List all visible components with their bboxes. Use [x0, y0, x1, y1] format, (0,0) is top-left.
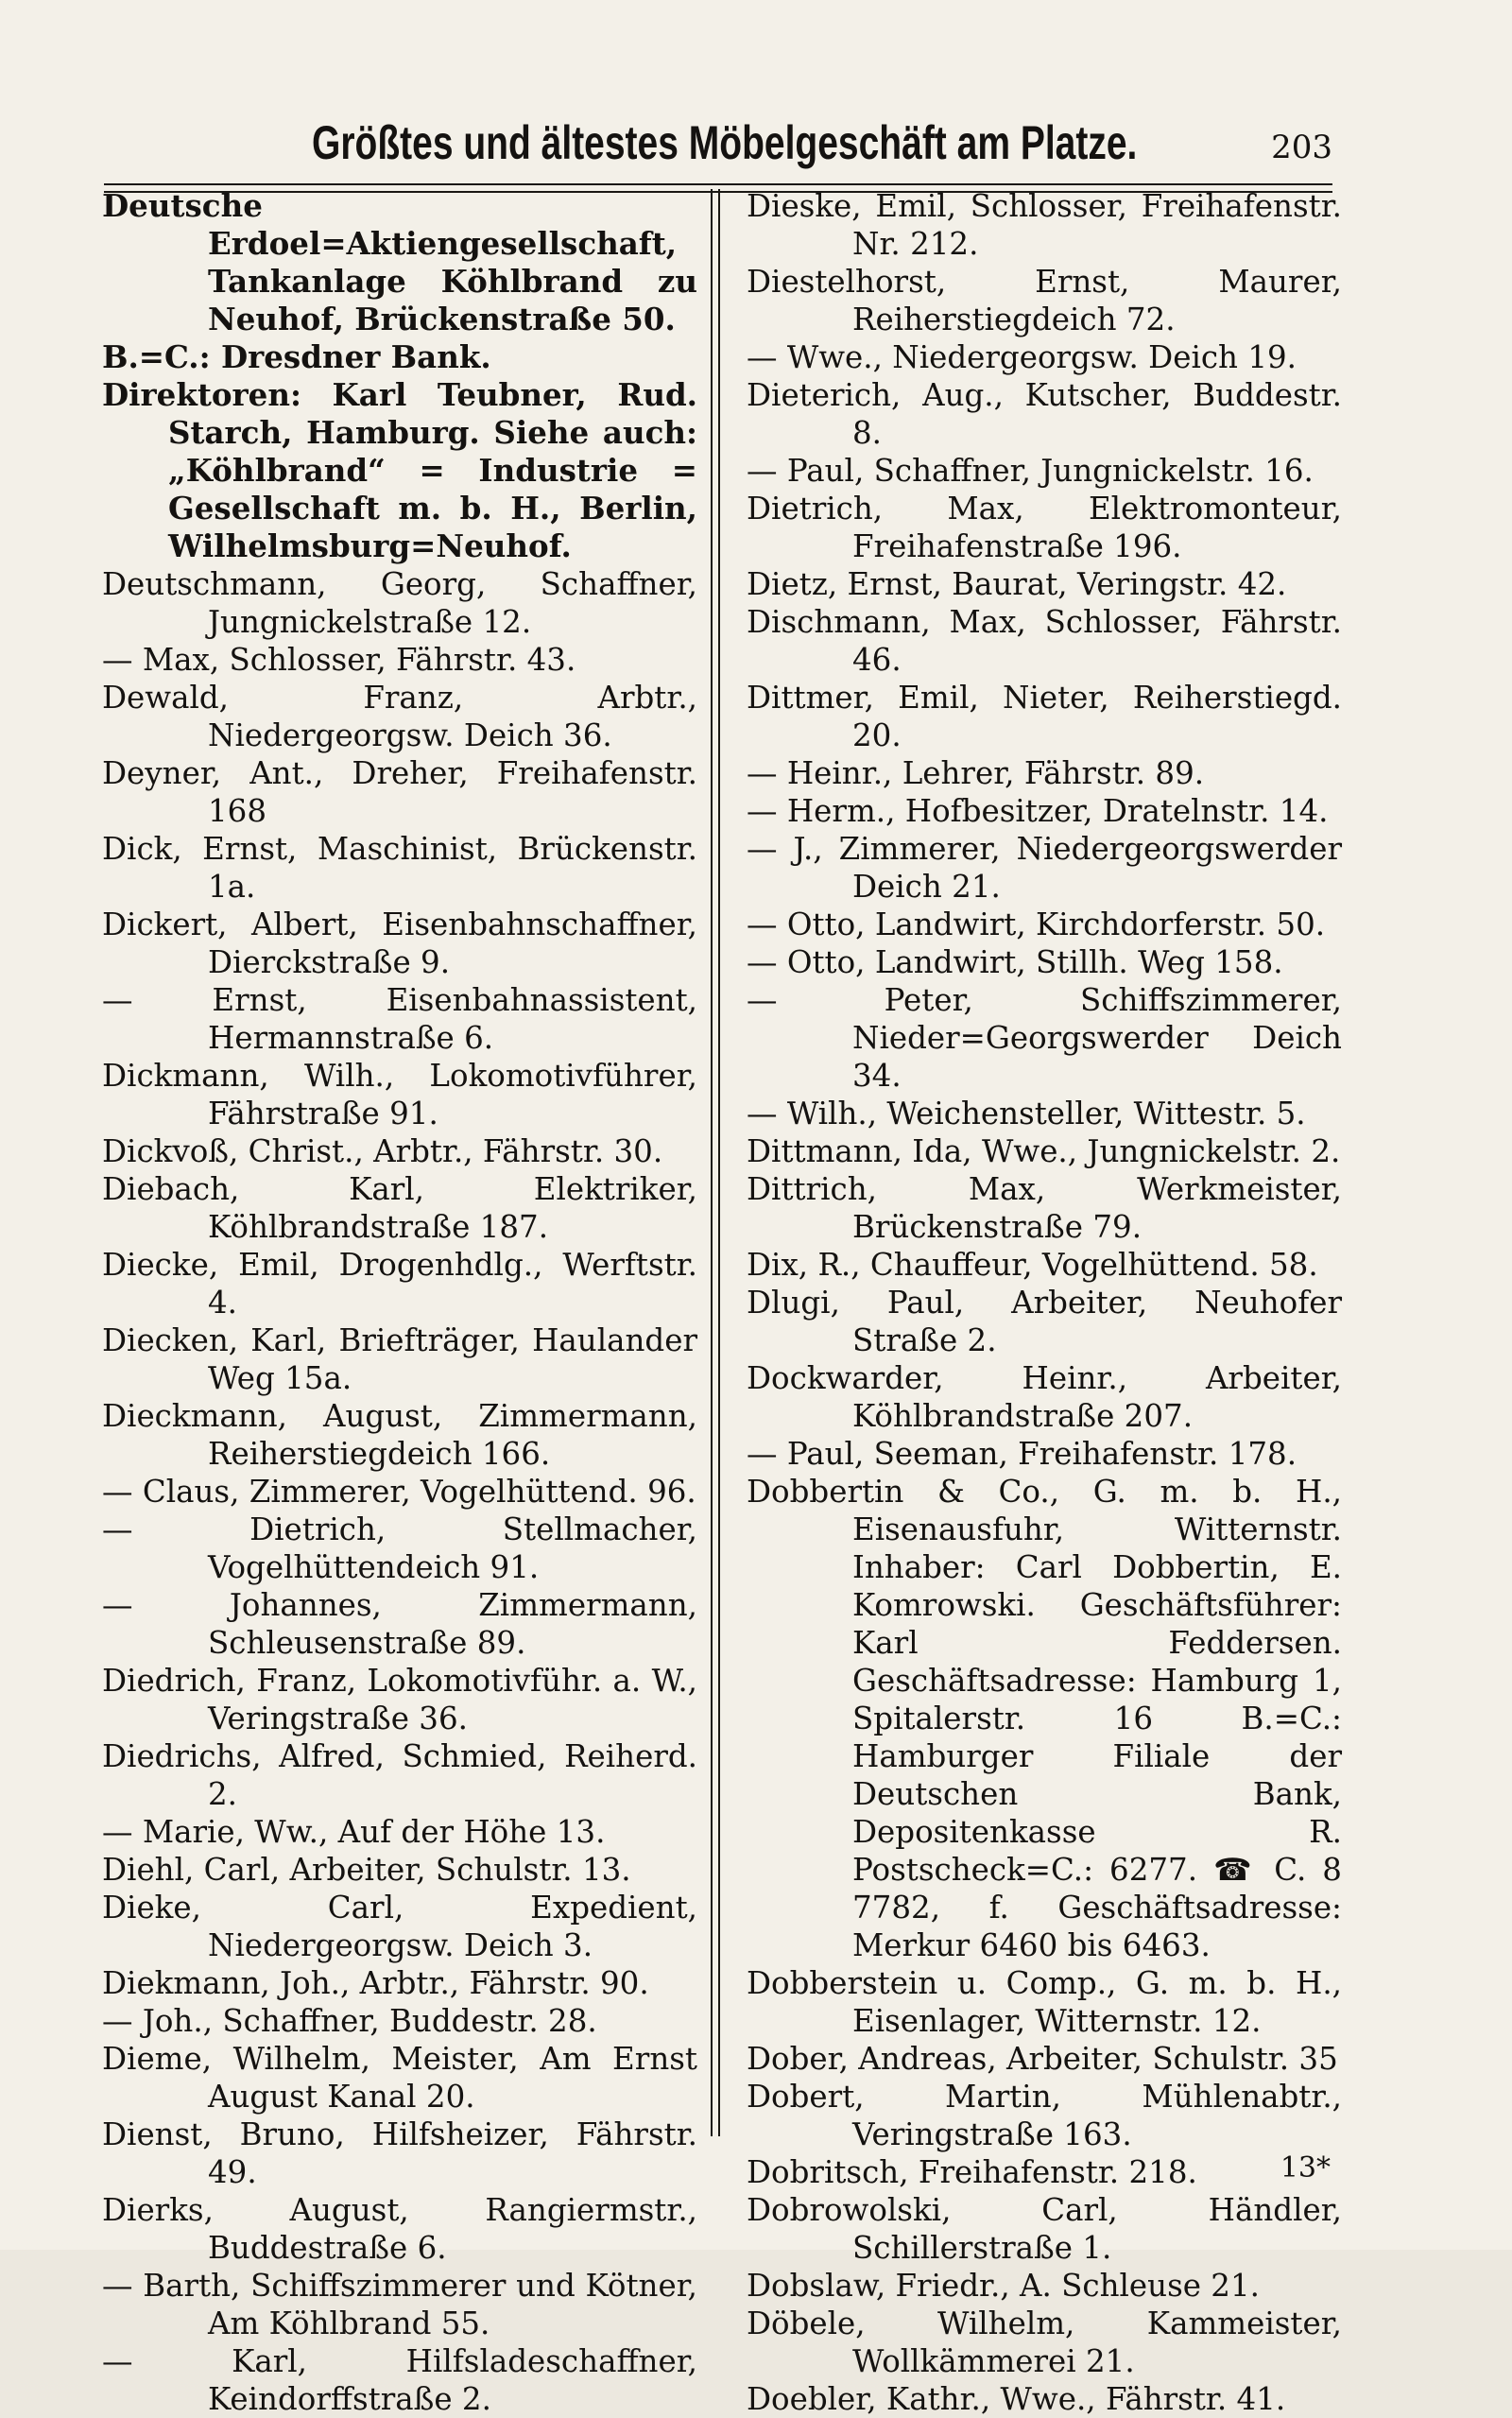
directory-entry: — Ernst, Eisenbahnassistent, Hermannstraße 6. — [102, 982, 697, 1056]
header-title: Größtes und ältestes Möbelgeschäft am Platze. — [312, 116, 1138, 169]
directory-entry: Dickvoß, Christ., Arbtr., Fährstr. 30. — [102, 1133, 663, 1169]
directory-entry: Dierks, August, Rangiermstr., Buddestraße 6. — [102, 2192, 697, 2266]
directory-entry: — Karl, Hilfsladeschaffner, Keindorffstraße 2. — [102, 2343, 697, 2417]
directory-entry: — Peter, Schiffszimmerer, Nieder=Georgswerder Deich 34. — [747, 982, 1342, 1094]
directory-entry: Diestelhorst, Ernst, Maurer, Reiherstiegdeich 72. — [747, 264, 1342, 337]
directory-entry: Dischmann, Max, Schlosser, Fährstr. 46. — [747, 604, 1342, 678]
directory-entry: Dietrich, Max, Elektromonteur, Freihafenstraße 196. — [747, 491, 1342, 564]
directory-entry: Dobritsch, Freihafenstr. 218. — [747, 2154, 1197, 2190]
directory-entry: Dobbertin & Co., G. m. b. H., Eisenausfuhr, Witternstr. Inhaber: Carl Dobbertin, E. Komrowski. Geschäftsführer: Karl Feddersen. Geschäftsadresse: Hamburg 1, Spitalerstr. 16 B.=C.: Hamburger Filiale der Deutschen Bank, Depositenkasse R. Postscheck=C.: 6277. ☎ C. 8 7782, f. Geschäftsadresse: Merkur 6460 bis 6463. — [747, 1474, 1342, 1963]
directory-entry: — Otto, Landwirt, Stillh. Weg 158. — [747, 944, 1283, 980]
directory-entry: — J., Zimmerer, Niedergeorgswerder Deich 21. — [747, 831, 1342, 905]
directory-entry: Dickert, Albert, Eisenbahnschaffner, Dierckstraße 9. — [102, 907, 697, 980]
directory-entry: Dobert, Martin, Mühlenabtr., Veringstraße 163. — [747, 2079, 1342, 2152]
directory-entry: Diekmann, Joh., Arbtr., Fährstr. 90. — [102, 1965, 649, 2001]
directory-entry: B.=C.: Dresdner Bank. — [102, 338, 491, 375]
column-divider — [711, 189, 720, 2136]
directory-entry: Diebach, Karl, Elektriker, Köhlbrandstraße 187. — [102, 1171, 697, 1245]
right-column — [747, 187, 1342, 2418]
directory-entry: Diedrichs, Alfred, Schmied, Reiherd. 2. — [102, 1738, 697, 1812]
directory-entry: Diehl, Carl, Arbeiter, Schulstr. 13. — [102, 1852, 631, 1888]
directory-entry: Dieke, Carl, Expedient, Niedergeorgsw. Deich 3. — [102, 1890, 697, 1963]
header-rule-top — [104, 183, 1332, 185]
left-column — [102, 187, 697, 2418]
directory-entry: Doebler, Kathr., Wwe., Fährstr. 41. — [747, 2381, 1286, 2417]
printer-signature: 13* — [1280, 2151, 1331, 2185]
directory-entry: — Heinr., Lehrer, Fährstr. 89. — [747, 755, 1205, 791]
directory-entry: Dickmann, Wilh., Lokomotivführer, Fährstraße 91. — [102, 1058, 697, 1131]
directory-entry: Deyner, Ant., Dreher, Freihafenstr. 168 — [102, 755, 697, 829]
directory-entry: Dienst, Bruno, Hilfsheizer, Fährstr. 49. — [102, 2116, 697, 2190]
directory-entry: — Barth, Schiffszimmerer und Kötner, Am Köhlbrand 55. — [102, 2268, 697, 2341]
directory-entry: Dick, Ernst, Maschinist, Brückenstr. 1a. — [102, 831, 697, 905]
directory-entry: — Marie, Ww., Auf der Höhe 13. — [102, 1814, 606, 1850]
directory-entry: — Wwe., Niedergeorgsw. Deich 19. — [747, 339, 1297, 375]
directory-entry: Deutschmann, Georg, Schaffner, Jungnickelstraße 12. — [102, 566, 697, 640]
directory-entry: Diecken, Karl, Briefträger, Haulander Weg 15a. — [102, 1322, 697, 1396]
directory-entry: — Herm., Hofbesitzer, Dratelnstr. 14. — [747, 793, 1329, 829]
directory-entry: Diecke, Emil, Drogenhdlg., Werftstr. 4. — [102, 1247, 697, 1321]
directory-entry: Direktoren: Karl Teubner, Rud. Starch, Hamburg. Siehe auch: „Köhlbrand“ = Industrie = Gesellschaft m. b. H., Berlin, Wilhelmsburg=Neuhof. — [102, 376, 697, 564]
directory-entry: Deutsche Erdoel=Aktiengesellschaft, Tankanlage Köhlbrand zu Neuhof, Brückenstraße 50. — [102, 187, 697, 337]
page-number: 203 — [1271, 129, 1332, 166]
directory-entry: Dewald, Franz, Arbtr., Niedergeorgsw. Deich 36. — [102, 680, 697, 753]
directory-entry: Dittmer, Emil, Nieter, Reiherstiegd. 20. — [747, 680, 1342, 753]
directory-entry: Dieske, Emil, Schlosser, Freihafenstr. Nr. 212. — [747, 188, 1342, 262]
directory-entry: Dieterich, Aug., Kutscher, Buddestr. 8. — [747, 377, 1342, 451]
directory-entry: — Wilh., Weichensteller, Wittestr. 5. — [747, 1096, 1306, 1131]
directory-entry: Dieckmann, August, Zimmermann, Reiherstiegdeich 166. — [102, 1398, 697, 1472]
directory-entry: Dittmann, Ida, Wwe., Jungnickelstr. 2. — [747, 1133, 1341, 1169]
directory-entry: — Max, Schlosser, Fährstr. 43. — [102, 642, 576, 678]
directory-entry: Dobslaw, Friedr., A. Schleuse 21. — [747, 2268, 1260, 2304]
directory-entry: Dlugi, Paul, Arbeiter, Neuhofer Straße 2. — [747, 1285, 1342, 1358]
directory-entry: Döbele, Wilhelm, Kammeister, Wollkämmerei 21. — [747, 2306, 1342, 2379]
directory-entry: Dobberstein u. Comp., G. m. b. H., Eisenlager, Witternstr. 12. — [747, 1965, 1342, 2039]
directory-entry: — Johannes, Zimmermann, Schleusenstraße 89. — [102, 1587, 697, 1661]
directory-entry: Diedrich, Franz, Lokomotivführ. a. W., Veringstraße 36. — [102, 1663, 697, 1736]
directory-entry: — Paul, Schaffner, Jungnickelstr. 16. — [747, 453, 1314, 489]
directory-entry: — Otto, Landwirt, Kirchdorferstr. 50. — [747, 907, 1326, 942]
directory-entry: Dittrich, Max, Werkmeister, Brückenstraße 79. — [747, 1171, 1342, 1245]
directory-entry: Dober, Andreas, Arbeiter, Schulstr. 35 — [747, 2041, 1338, 2077]
directory-entry: — Dietrich, Stellmacher, Vogelhüttendeich 91. — [102, 1511, 697, 1585]
directory-entry: Dix, R., Chauffeur, Vogelhüttend. 58. — [747, 1247, 1318, 1283]
directory-entry: Dietz, Ernst, Baurat, Veringstr. 42. — [747, 566, 1287, 602]
directory-entry: — Joh., Schaffner, Buddestr. 28. — [102, 2003, 597, 2039]
directory-entry: Dieme, Wilhelm, Meister, Am Ernst August Kanal 20. — [102, 2041, 697, 2115]
directory-entry: — Claus, Zimmerer, Vogelhüttend. 96. — [102, 1474, 696, 1510]
directory-entry: Dobrowolski, Carl, Händler, Schillerstraße 1. — [747, 2192, 1342, 2266]
directory-entry: — Paul, Seeman, Freihafenstr. 178. — [747, 1436, 1297, 1472]
page-header — [104, 112, 1332, 178]
directory-entry: Dockwarder, Heinr., Arbeiter, Köhlbrandstraße 207. — [747, 1360, 1342, 1434]
